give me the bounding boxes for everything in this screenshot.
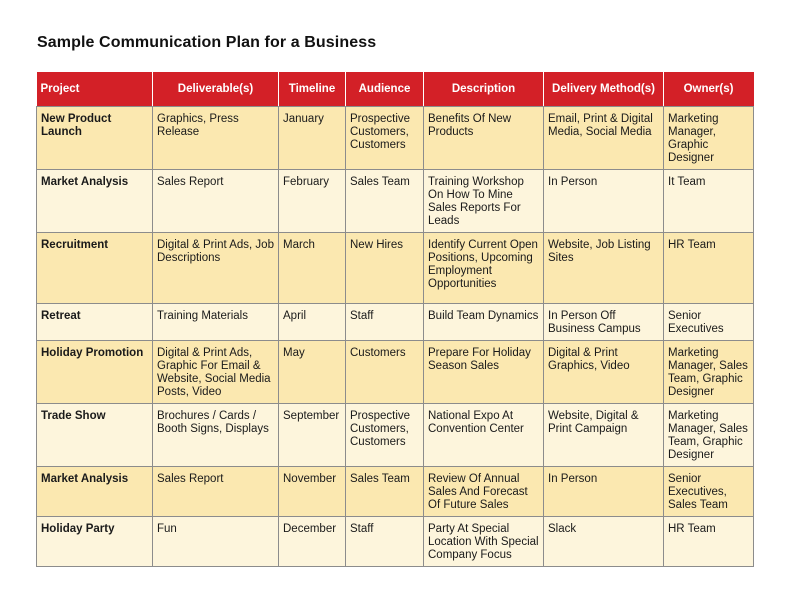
cell-owners: HR Team (664, 233, 754, 304)
cell-owners: Marketing Manager, Sales Team, Graphic Designer (664, 341, 754, 404)
column-header-timeline: Timeline (279, 72, 346, 107)
column-header-owners: Owner(s) (664, 72, 754, 107)
cell-delivery-method: Digital & Print Graphics, Video (544, 341, 664, 404)
table-row (37, 341, 754, 404)
cell-description: Prepare For Holiday Season Sales (424, 341, 544, 404)
cell-deliverables: Training Materials (153, 304, 279, 341)
cell-audience: Sales Team (346, 170, 424, 233)
cell-timeline: December (279, 517, 346, 567)
column-header-audience: Audience (346, 72, 424, 107)
cell-delivery-method: Website, Digital & Print Campaign (544, 404, 664, 467)
column-header-deliverables: Deliverable(s) (153, 72, 279, 107)
column-header-delivery-methods: Delivery Method(s) (544, 72, 664, 107)
cell-audience: Prospective Customers, Customers (346, 107, 424, 170)
cell-description: National Expo At Convention Center (424, 404, 544, 467)
cell-deliverables: Brochures / Cards / Booth Signs, Displays (153, 404, 279, 467)
cell-deliverables: Digital & Print Ads, Job Descriptions (153, 233, 279, 304)
cell-delivery-method: In Person (544, 170, 664, 233)
table-row (37, 304, 754, 341)
cell-deliverables: Fun (153, 517, 279, 567)
column-header-description: Description (424, 72, 544, 107)
cell-deliverables: Graphics, Press Release (153, 107, 279, 170)
cell-project: Market Analysis (37, 170, 153, 233)
cell-project: Trade Show (37, 404, 153, 467)
cell-delivery-method: In Person Off Business Campus (544, 304, 664, 341)
cell-deliverables: Digital & Print Ads, Graphic For Email & Website, Social Media Posts, Video (153, 341, 279, 404)
table-row (37, 107, 754, 170)
cell-description: Training Workshop On How To Mine Sales Reports For Leads (424, 170, 544, 233)
cell-owners: Senior Executives, Sales Team (664, 467, 754, 517)
table-header-row (37, 72, 754, 107)
cell-audience: Customers (346, 341, 424, 404)
cell-timeline: January (279, 107, 346, 170)
cell-description: Benefits Of New Products (424, 107, 544, 170)
cell-owners: Marketing Manager, Sales Team, Graphic Designer (664, 404, 754, 467)
cell-project: Recruitment (37, 233, 153, 304)
cell-owners: Senior Executives (664, 304, 754, 341)
cell-owners: It Team (664, 170, 754, 233)
communication-plan-table (36, 72, 754, 567)
table-row (37, 404, 754, 467)
cell-description: Party At Special Location With Special Company Focus (424, 517, 544, 567)
cell-timeline: April (279, 304, 346, 341)
cell-audience: Sales Team (346, 467, 424, 517)
cell-project: Retreat (37, 304, 153, 341)
column-header-project: Project (37, 72, 153, 107)
table-row (37, 170, 754, 233)
cell-project: Holiday Promotion (37, 341, 153, 404)
cell-owners: Marketing Manager, Graphic Designer (664, 107, 754, 170)
cell-project: Market Analysis (37, 467, 153, 517)
cell-description: Review Of Annual Sales And Forecast Of Future Sales (424, 467, 544, 517)
cell-project: New Product Launch (37, 107, 153, 170)
cell-delivery-method: Slack (544, 517, 664, 567)
cell-description: Identify Current Open Positions, Upcoming Employment Opportunities (424, 233, 544, 304)
cell-audience: Staff (346, 517, 424, 567)
cell-description: Build Team Dynamics (424, 304, 544, 341)
cell-timeline: March (279, 233, 346, 304)
cell-owners: HR Team (664, 517, 754, 567)
page-title: Sample Communication Plan for a Business (37, 34, 377, 51)
table-row (37, 467, 754, 517)
cell-deliverables: Sales Report (153, 467, 279, 517)
cell-delivery-method: Website, Job Listing Sites (544, 233, 664, 304)
cell-timeline: November (279, 467, 346, 517)
table-row (37, 233, 754, 304)
cell-timeline: February (279, 170, 346, 233)
cell-delivery-method: In Person (544, 467, 664, 517)
cell-deliverables: Sales Report (153, 170, 279, 233)
table-row (37, 517, 754, 567)
cell-timeline: September (279, 404, 346, 467)
cell-project: Holiday Party (37, 517, 153, 567)
cell-audience: Staff (346, 304, 424, 341)
cell-timeline: May (279, 341, 346, 404)
cell-audience: New Hires (346, 233, 424, 304)
cell-delivery-method: Email, Print & Digital Media, Social Media (544, 107, 664, 170)
cell-audience: Prospective Customers, Customers (346, 404, 424, 467)
